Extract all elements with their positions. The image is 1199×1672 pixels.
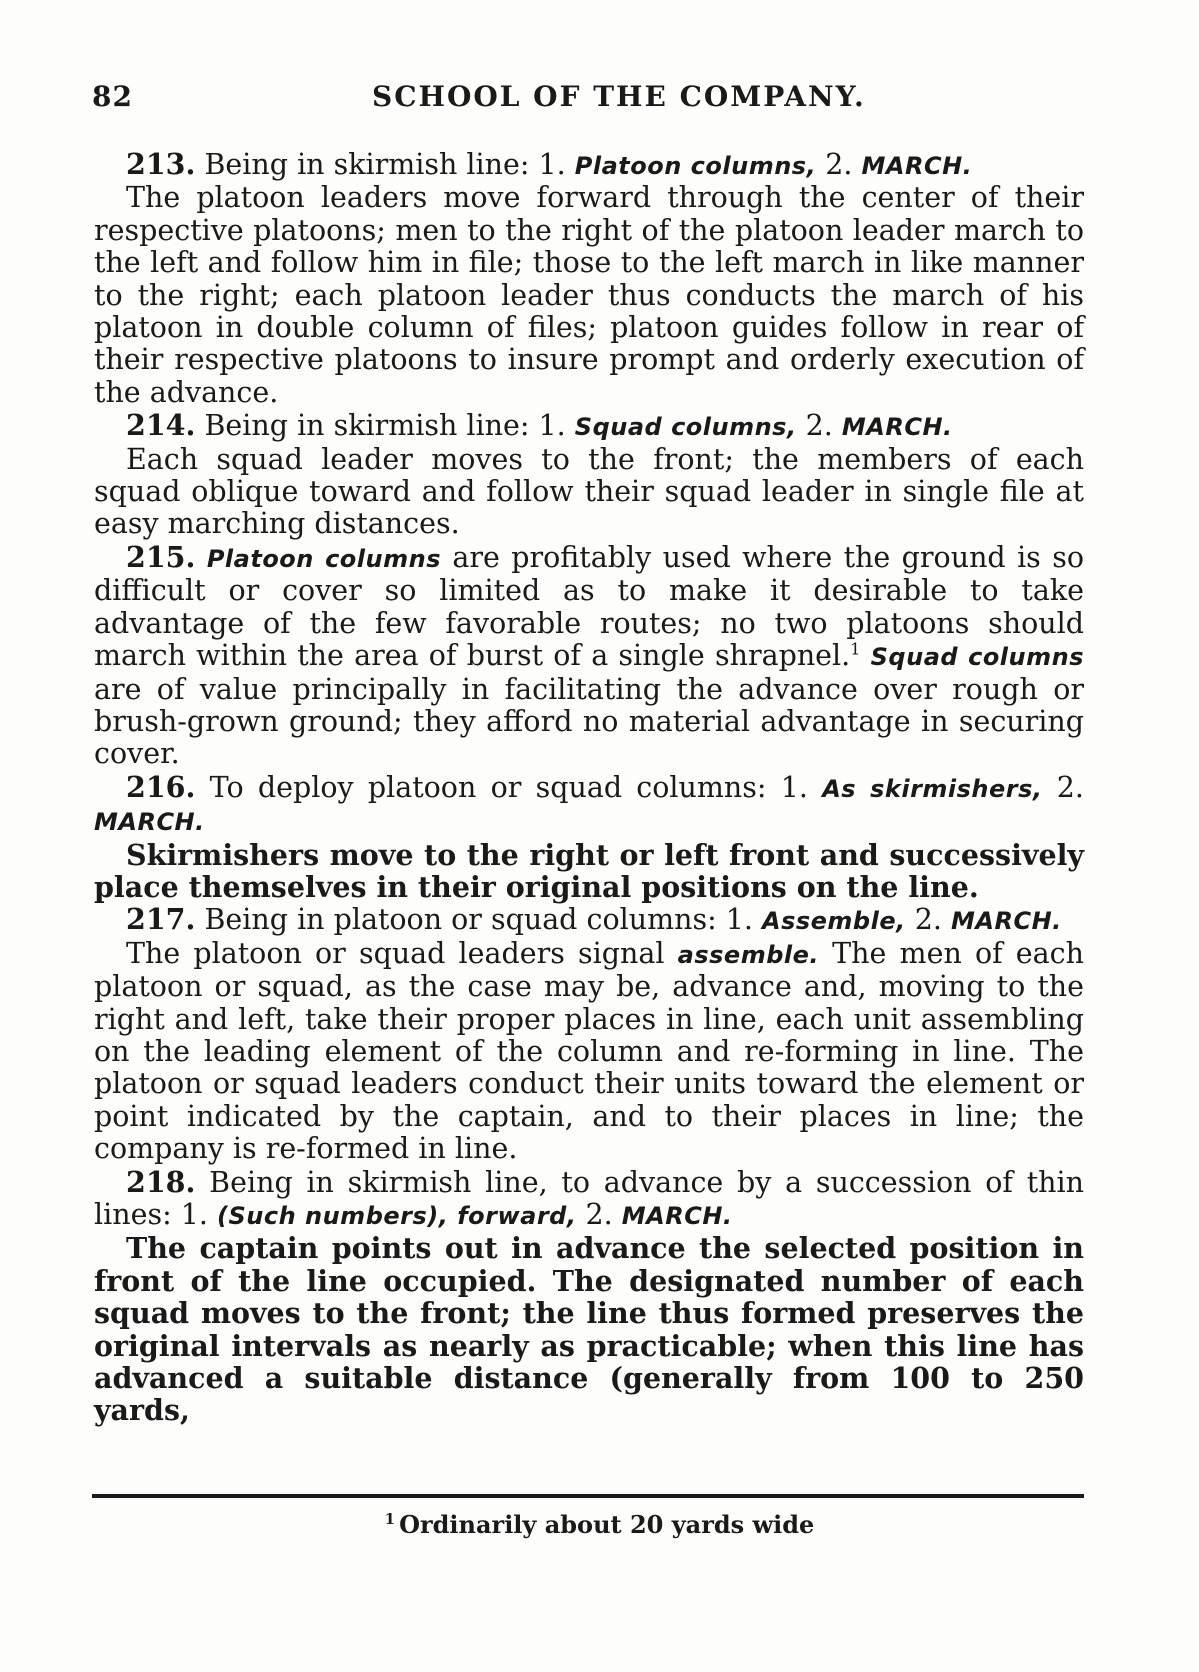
command-separator: 2. [796,409,842,443]
paragraph-text: The platoon or squad leaders signal [126,936,678,970]
command-text: Squad columns [870,643,1084,672]
section-number: 217. [126,902,196,937]
command-separator: 2. [816,148,862,181]
paragraph-218-heading [94,1166,1084,1233]
command-text: Platoon columns, [574,152,817,180]
footnote-text: Ordinarily about 20 yards wide [399,1510,815,1539]
section-intro: Being in skirmish line: 1. [195,409,575,443]
command-separator: 2. [576,1198,622,1231]
section-number: 215. [126,539,196,574]
paragraph-213-body: The platoon leaders move forward through the center of their respective platoons; men to the right of the platoon leader march to the left and follow him in file; those to the left march in like manner to the right; each platoon leader thus conducts the march of his platoon in double column of files; platoon guides follow in rear of their respective platoons to insure prompt and orderly execution of the advance. [94,181,1084,409]
command-separator: 2. [1042,770,1084,804]
command-text: MARCH. [621,1202,733,1230]
page-number: 82 [92,80,133,113]
page-header [92,80,1092,120]
paragraph-text: The men of each platoon or squad, as the case may be, advance and, moving to the right and left, take their proper places in line, each unit assembling on the leading element of the column and re-forming in line. The platoon or squad leaders conduct their units toward the element or point indicated by the captain, and to their places in line; the company is re-formed in line. [94,936,1084,1166]
section-number: 218. [126,1164,196,1199]
paragraph-214-body: Each squad leader moves to the front; the members of each squad oblique toward and follow their squad leader in single file at easy marching distances. [94,442,1084,541]
command-text: MARCH. [94,808,205,837]
section-intro: Being in skirmish line, to advance by a succession of thin lines: 1. [94,1165,1084,1231]
paragraph-215 [94,541,1084,771]
section-intro: Being in skirmish line: 1. [195,148,575,181]
command-text: Squad columns, [574,413,797,442]
section-intro: Being in platoon or squad columns: 1. [195,903,762,937]
paragraph-217-body [94,938,1084,1166]
command-text: Platoon columns [206,544,441,573]
paragraph-216-body: Skirmishers move to the right or left front and successively place themselves in their original positions on the line. [94,837,1084,904]
command-text: assemble. [677,940,820,969]
paragraph-text: are of value principally in facilitating the advance over rough or brush-grown ground; they afford no material advantage in securing cover. [94,672,1084,771]
running-title: SCHOOL OF THE COMPANY. [372,80,866,113]
command-text: (Such numbers), forward, [217,1202,577,1230]
paragraph-218-body: The captain points out in advance the selected position in front of the line occupied. The designated number of each squad moves to the front; the line thus formed preserves the original intervals as nearly as practicable; when this line has advanced a suitable distance (generally from 100 to 250 yards, [94,1231,1084,1428]
body-text [94,148,1084,1427]
section-number: 214. [126,408,196,443]
footnote [0,1510,1199,1539]
section-number: 216. [126,769,196,804]
paragraph-214-heading [94,409,1084,443]
paragraph-213-heading [94,148,1084,182]
paragraph-text: are profitably used where the ground is so difficult or cover so limited as to make it desirable to take advantage of the few favorable routes; no two platoons should march within the area of burst of a single shrapnel. [94,540,1084,673]
paragraph-216-heading [94,771,1084,839]
command-text: MARCH. [841,413,953,442]
footnote-reference: 1 [850,639,861,659]
command-text: Assemble, [762,907,906,936]
section-intro: To deploy platoon or squad columns: 1. [195,770,823,804]
paragraph-217-heading [94,903,1084,937]
footnote-divider [92,1494,1084,1498]
command-text: As skirmishers, [822,774,1043,803]
footnote-mark: 1 [384,1510,396,1528]
command-text: MARCH. [951,907,1062,936]
command-text: MARCH. [861,152,973,180]
command-separator: 2. [905,903,952,937]
section-number: 213. [126,147,196,181]
